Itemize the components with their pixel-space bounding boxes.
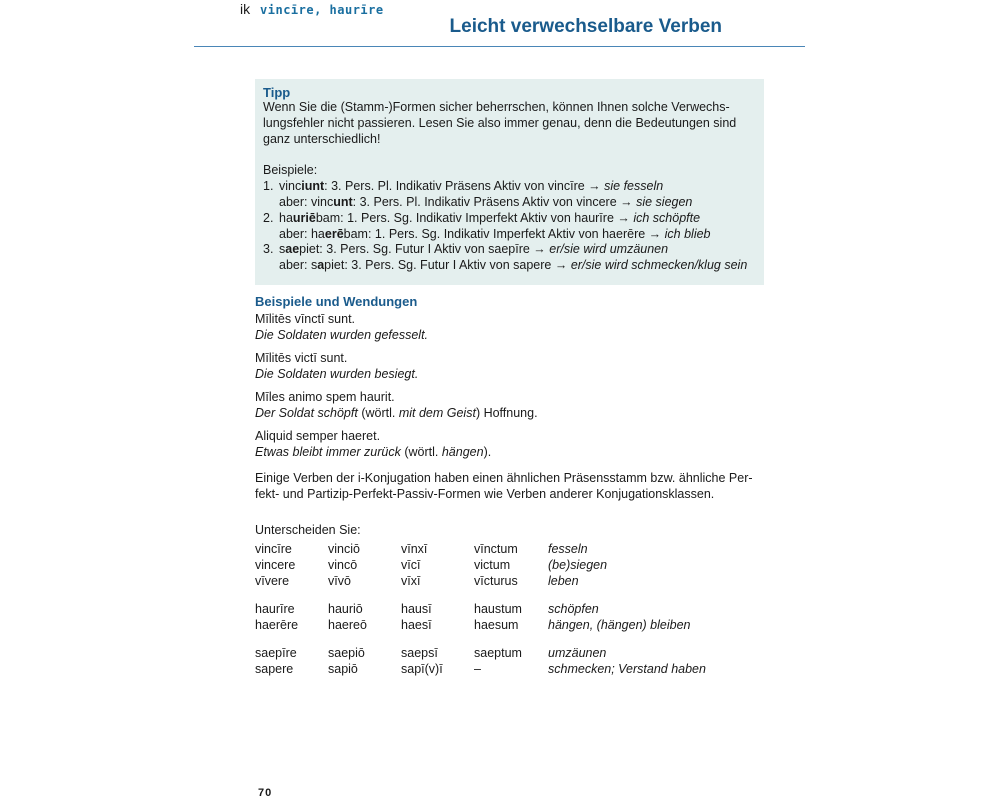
tip-box (255, 79, 764, 285)
tip-example (263, 242, 756, 258)
example-line: vinciunt: 3. Pers. Pl. Indikativ Präsens Aktiv von vincīre → sie fesseln (279, 179, 664, 194)
latin-sentence: Mīlitēs vīnctī sunt. (255, 312, 356, 326)
verb-form: – (474, 662, 481, 676)
verb-form: vincīre (255, 542, 292, 556)
latin-sentence: Mīlitēs victī sunt. (255, 351, 348, 365)
verb-table-row (255, 589, 706, 617)
verb-form: haurīre (255, 602, 295, 616)
page-number: 70 (258, 787, 273, 799)
german-translation: Der Soldat schöpft (wörtl. mit dem Geist) Hoffnung. (255, 406, 538, 420)
german-translation: Etwas bleibt immer zurück (wörtl. hängen). (255, 445, 492, 459)
examples-label: Beispiele: (263, 163, 318, 178)
example-contrast-line: aber: vincunt: 3. Pers. Pl. Indikativ Präsens Aktiv von vincere → sie siegen (279, 194, 693, 209)
verb-form: hausī (401, 602, 432, 616)
example-line: saepiet: 3. Pers. Sg. Futur I Aktiv von saepīre → er/sie wird umzäunen (279, 242, 669, 257)
verb-table-row (255, 573, 706, 589)
verb-form: vīnxī (401, 542, 428, 556)
verb-form: vincere (255, 558, 296, 572)
examples-section (255, 294, 770, 538)
verb-form: haustum (474, 602, 522, 616)
example-phrase (255, 350, 770, 382)
verb-form: saepiō (328, 646, 365, 660)
verb-table-row (255, 557, 706, 573)
tip-example (263, 179, 756, 195)
example-phrase (255, 311, 770, 343)
verb-meaning: leben (548, 574, 579, 588)
example-contrast-line: aber: sapiet: 3. Pers. Sg. Futur I Aktiv von sapere → er/sie wird schmecken/klug sein (279, 258, 748, 273)
explanatory-note: Einige Verben der i-Konjugation haben einen ähnlichen Präsensstamm bzw. ähnliche Per- fekt- und Partizip-Perfekt-Passiv-Formen wie Verben anderer Konjugationsklassen. (255, 471, 753, 501)
running-head-keywords: vincīre, haurīre (260, 3, 384, 17)
verb-form: sapiō (328, 662, 358, 676)
verb-table-row (255, 541, 706, 557)
german-translation: Die Soldaten wurden besiegt. (255, 367, 419, 381)
verb-form: vīcī (401, 558, 421, 572)
verb-form: haerēre (255, 618, 299, 632)
tip-heading: Tipp (263, 85, 291, 100)
verb-form: sapere (255, 662, 294, 676)
verb-meaning: hängen, (hängen) bleiben (548, 618, 691, 632)
german-translation: Die Soldaten wurden gefesselt. (255, 328, 429, 342)
running-head (240, 1, 384, 17)
verb-form: vīvō (328, 574, 351, 588)
verb-form: victum (474, 558, 511, 572)
verb-form: saepīre (255, 646, 297, 660)
verb-form: vīnctum (474, 542, 518, 556)
verb-table-row (255, 617, 706, 633)
latin-sentence: Mīles animo spem haurit. (255, 390, 395, 404)
example-contrast-line: aber: haerēbam: 1. Pers. Sg. Indikativ Imperfekt Aktiv von haerēre → ich blieb (279, 226, 711, 241)
tip-example (263, 211, 756, 227)
verb-forms-table (255, 541, 706, 677)
verb-table-row (255, 633, 706, 661)
verb-form: saeptum (474, 646, 522, 660)
title-rule (194, 46, 805, 47)
example-number: 3. (263, 242, 274, 257)
verb-form: vinciō (328, 542, 360, 556)
section-marker: ik (240, 1, 251, 17)
verb-meaning: umzäunen (548, 646, 607, 660)
verb-table-row (255, 661, 706, 677)
example-number: 2. (263, 210, 274, 225)
verb-meaning: schöpfen (548, 602, 599, 616)
section-heading: Beispiele und Wendungen (255, 294, 418, 309)
distinguish-label: Unterscheiden Sie: (255, 523, 361, 537)
verb-form: vincō (328, 558, 358, 572)
example-phrase (255, 428, 770, 460)
tip-line: Wenn Sie die (Stamm-)Formen sicher beherrschen, können Ihnen solche Verwechs- (263, 100, 730, 114)
verb-form: haesī (401, 618, 432, 632)
verb-form: haereō (328, 618, 367, 632)
verb-form: vīvere (255, 574, 290, 588)
verb-meaning: fesseln (548, 542, 588, 556)
verb-form: hauriō (328, 602, 363, 616)
verb-form: haesum (474, 618, 519, 632)
tip-line: ganz unterschiedlich! (263, 131, 381, 146)
verb-meaning: schmecken; Verstand haben (548, 662, 706, 676)
verb-meaning: (be)siegen (548, 558, 608, 572)
page-title: Leicht verwechselbare Verben (449, 16, 722, 37)
tip-line: lungsfehler nicht passieren. Lesen Sie also immer genau, denn die Bedeutungen sind (263, 115, 737, 130)
latin-sentence: Aliquid semper haeret. (255, 429, 381, 443)
verb-form: vīcturus (474, 574, 518, 588)
verb-form: vīxī (401, 574, 421, 588)
example-line: hauriēbam: 1. Pers. Sg. Indikativ Imperfekt Aktiv von haurīre → ich schöpfte (279, 210, 701, 225)
verb-form: sapī(v)ī (401, 662, 443, 676)
example-phrase (255, 389, 770, 421)
example-number: 1. (263, 179, 274, 194)
verb-form: saepsī (401, 646, 438, 660)
